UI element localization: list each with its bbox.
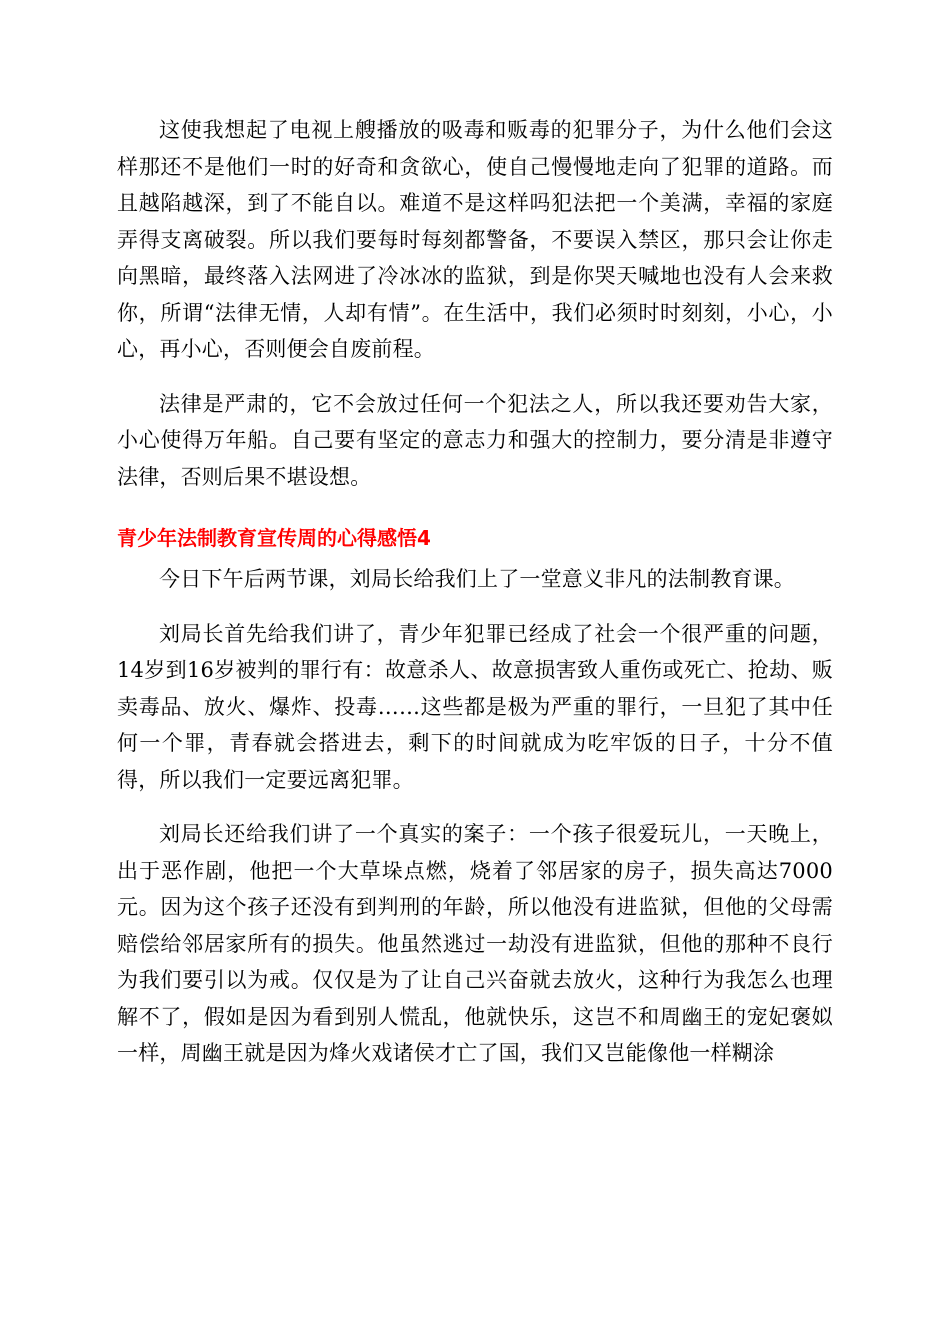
document-body — [117, 112, 833, 1072]
paragraph: 刘局长首先给我们讲了，青少年犯罪已经成了社会一个很严重的问题，14岁到16岁被判的罪行有：故意杀人、故意损害致人重伤或死亡、抢劫、贩卖毒品、放火、爆炸、投毒……这些都是极为严重的罪行，一旦犯了其中任何一个罪，青春就会搭进去，剩下的时间就成为吃牢饭的日子，十分不值得，所以我们一定要远离犯罪。 — [117, 621, 833, 792]
paragraph: 今日下午后两节课，刘局长给我们上了一堂意义非凡的法制教育课。 — [159, 567, 795, 591]
paragraph: 法律是严肃的，它不会放过任何一个犯法之人，所以我还要劝告大家，小心使得万年船。自己要有坚定的意志力和强大的控制力，要分清是非遵守法律，否则后果不堪设想。 — [117, 391, 833, 489]
section-heading: 青少年法制教育宣传周的心得感悟4 — [117, 526, 431, 550]
paragraph: 刘局长还给我们讲了一个真实的案子：一个孩子很爱玩儿，一天晚上，出于恶作剧，他把一个大草垛点燃，烧着了邻居家的房子，损失高达7000元。因为这个孩子还没有到判刑的年龄，所以他没有进监狱，但他的父母需赔偿给邻居家所有的损失。他虽然逃过一劫没有进监狱，但他的那种不良行为我们要引以为戒。仅仅是为了让自己兴奋就去放火，这种行为我怎么也理解不了，假如是因为看到别人慌乱，他就快乐，这岂不和周幽王的宠妃褒姒一样，周幽王就是因为烽火戏诸侯才亡了国，我们又岂能像他一样糊涂 — [117, 822, 833, 1065]
paragraph: 这使我想起了电视上艘播放的吸毒和贩毒的犯罪分子，为什么他们会这样那还不是他们一时的好奇和贪欲心，使自己慢慢地走向了犯罪的道路。而且越陷越深，到了不能自以。难道不是这样吗犯法把一个美满，幸福的家庭弄得支离破裂。所以我们要每时每刻都警备，不要误入禁区，那只会让你走向黑暗，最终落入法网进了冷冰冰的监狱，到是你哭天喊地也没有人会来救你，所谓“法律无情，人却有情”。在生活中，我们必须时时刻刻，小心，小心，再小心，否则便会自废前程。 — [117, 118, 833, 361]
